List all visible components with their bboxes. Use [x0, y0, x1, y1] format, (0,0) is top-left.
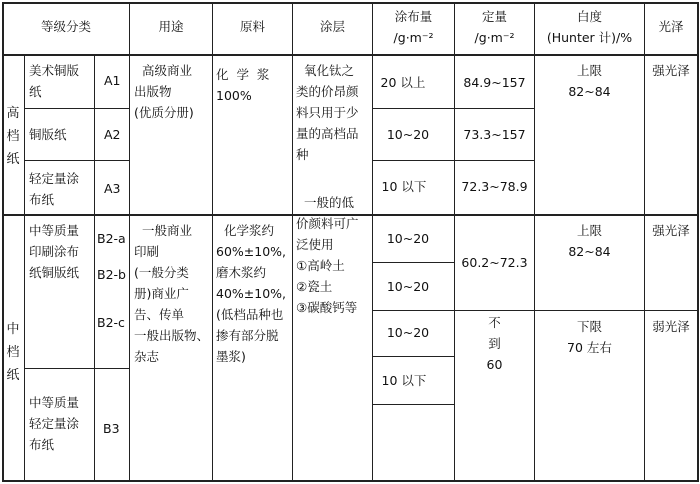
row-line-cw-4 [372, 262, 454, 263]
grade-code-b2a: B2-a [97, 231, 126, 246]
basis-weight-b2c-b3: 不 到 60 [486, 315, 503, 372]
header-category: 等级分类 [40, 19, 91, 34]
col-line-material [212, 2, 213, 482]
group-label-high: 高 档 纸 [6, 106, 20, 167]
grade-code-a2: A2 [104, 127, 121, 142]
group-label-mid: 中 档 纸 [6, 322, 20, 383]
row-line-b2-b3 [24, 368, 129, 369]
header-bottom-border [2, 54, 698, 56]
material-high: 化 学 浆 100% [216, 67, 270, 103]
grade-name-b3: 中等质量 轻定量涂 布纸 [29, 395, 80, 452]
gloss-high: 强光泽 [652, 63, 690, 78]
material-mid: 化学浆约 60%±10%, 磨木浆约 40%±10%, (低档品种也 掺有部分脱 墨浆) [216, 223, 287, 364]
header-usage: 用途 [158, 19, 184, 34]
basis-weight-a3: 72.3~78.9 [461, 179, 528, 194]
table-top-border [2, 2, 698, 4]
col-line-code [94, 56, 95, 481]
usage-mid: 一般商业 印刷 (一般分类 册)商业广 告、传单 一般出版物、 杂志 [134, 223, 210, 364]
basis-weight-a1: 84.9~157 [463, 75, 526, 90]
header-basis-weight: 定量 /g·m⁻² [474, 9, 515, 45]
grade-name-b2: 中等质量 印刷涂布 纸铜版纸 [29, 223, 80, 280]
basis-weight-b2ab: 60.2~72.3 [461, 255, 528, 270]
col-line-group [24, 56, 25, 481]
usage-high: 高级商业 出版物 (优质分册) [134, 63, 194, 120]
whiteness-mid-lower: 下限 70 左右 [567, 319, 612, 355]
right-border [697, 2, 699, 482]
coat-weight-a3: 10 以下 [381, 179, 427, 194]
gloss-mid-weak: 弱光泽 [652, 319, 690, 334]
grade-code-b2b: B2-b [97, 267, 126, 282]
col-line-usage [129, 2, 130, 482]
coat-weight-b2a: 10~20 [386, 231, 430, 246]
row-line-bw-1 [454, 108, 534, 109]
coating-premium-note: 氧化钛之 类的价昂颜 料只用于少 量的高档品 种 [296, 63, 359, 162]
row-line-cw-1 [372, 108, 454, 109]
header-material: 原料 [239, 19, 265, 34]
coat-weight-b3: 10 以下 [381, 373, 427, 388]
col-line-coating [292, 2, 293, 482]
row-line-a2-a3 [24, 160, 129, 161]
basis-weight-a2: 73.3~157 [463, 127, 526, 142]
coat-weight-a2: 10~20 [386, 127, 430, 142]
row-line-a1-a2 [24, 108, 129, 109]
grade-name-a3: 轻定量涂 布纸 [29, 171, 80, 207]
coat-weight-a1: 20 以上 [380, 75, 426, 90]
coating-general-note: 一般的低 价颜料可广 泛使用 ①高岭土 ②瓷土 ③碳酸钙等 [296, 195, 359, 315]
grade-code-a3: A3 [104, 181, 121, 196]
grade-name-a1: 美术铜版 纸 [29, 63, 80, 99]
header-coat-weight: 涂布量 /g·m⁻² [393, 9, 434, 45]
grade-code-a1: A1 [104, 73, 121, 88]
whiteness-mid-upper: 上限 82~84 [568, 223, 611, 259]
header-gloss: 光泽 [658, 19, 684, 34]
coat-weight-b2b: 10~20 [386, 279, 430, 294]
grade-code-b3: B3 [103, 421, 120, 436]
row-line-cw-2 [372, 160, 454, 161]
table-bottom-border [2, 480, 698, 482]
left-border [2, 2, 4, 482]
row-line-cw-5 [372, 310, 454, 311]
grade-code-b2c: B2-c [97, 315, 125, 330]
grade-name-a2: 铜版纸 [29, 127, 67, 142]
gloss-mid-strong: 强光泽 [652, 223, 690, 238]
header-whiteness: 白度 (Hunter 计)/% [546, 9, 633, 45]
row-line-cw-6 [372, 356, 454, 357]
header-coating: 涂层 [320, 19, 346, 34]
row-line-bw-2 [454, 160, 534, 161]
row-line-mid-split [454, 310, 698, 311]
row-line-cw-7 [372, 404, 454, 405]
coat-weight-b2c: 10~20 [386, 325, 430, 340]
whiteness-high: 上限 82~84 [568, 63, 611, 99]
